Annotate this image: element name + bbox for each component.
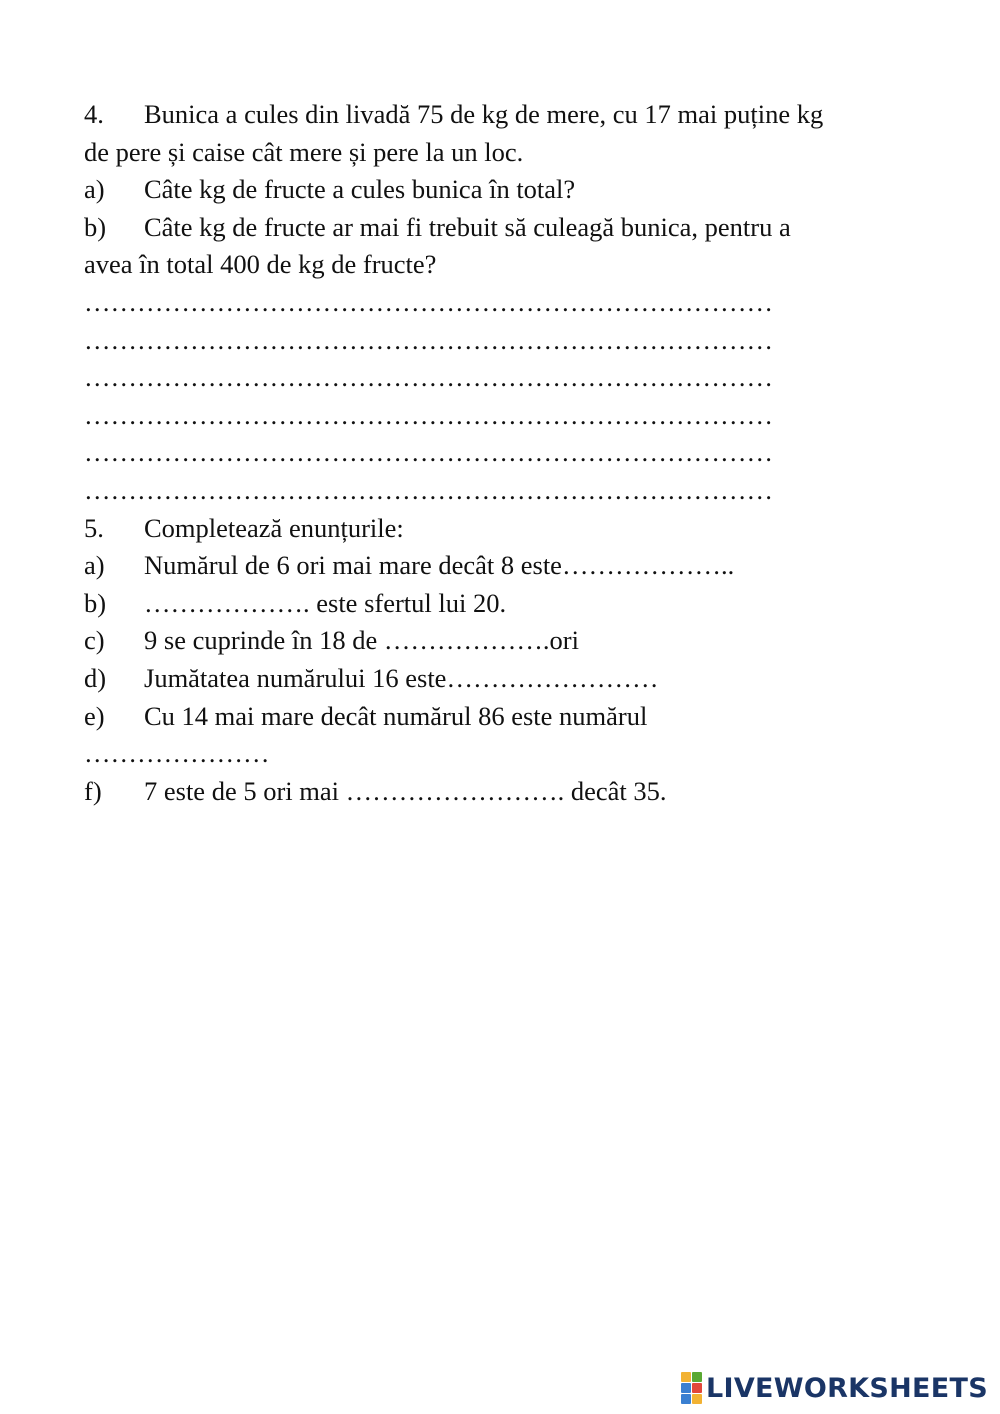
logo-tile: [692, 1383, 702, 1393]
item-text: Numărul de 6 ori mai mare decât 8 este………………..: [144, 550, 735, 581]
answer-line[interactable]: [84, 359, 934, 397]
question-b-text-2: avea în total 400 de kg de fructe?: [84, 249, 437, 280]
fill-item-d[interactable]: [84, 660, 934, 698]
item-text: Cu 14 mai mare decât numărul 86 este numărul: [144, 700, 648, 731]
fill-item-a[interactable]: [84, 547, 934, 585]
problem4-text-2: de pere și caise cât mere și pere la un loc.: [84, 136, 524, 167]
item-text: 9 se cuprinde în 18 de ……………….ori: [144, 625, 579, 656]
answer-dots: ……………………………………………………………………: [84, 399, 773, 430]
problem4-text-1: Bunica a cules din livadă 75 de kg de mere, cu 17 mai puține kg: [144, 99, 824, 129]
item-label: b): [84, 587, 107, 618]
item-text: …………………: [84, 738, 270, 769]
logo-tile: [692, 1372, 702, 1382]
logo-tile: [681, 1394, 691, 1404]
fill-item-e: [84, 698, 934, 736]
answer-dots: ……………………………………………………………………: [84, 474, 773, 505]
question-a-label: a): [84, 174, 105, 205]
answer-line[interactable]: [84, 434, 934, 472]
fill-item-b[interactable]: [84, 585, 934, 623]
item-label: d): [84, 662, 107, 693]
logo-tile: [692, 1394, 702, 1404]
item-label: e): [84, 700, 105, 731]
answer-dots: ……………………………………………………………………: [84, 437, 773, 468]
logo-tile: [681, 1372, 691, 1382]
logo-mark-icon: [681, 1372, 702, 1404]
logo-tile: [681, 1383, 691, 1393]
answer-dots: ……………………………………………………………………: [84, 324, 773, 355]
answer-line[interactable]: [84, 397, 934, 435]
problem4-question-b: [84, 209, 934, 247]
item-text: ………………. este sfertul lui 20.: [144, 587, 507, 618]
answer-line[interactable]: [84, 472, 934, 510]
answer-line[interactable]: [84, 322, 934, 360]
answer-dots: ……………………………………………………………………: [84, 286, 773, 317]
fill-item-f[interactable]: [84, 773, 934, 811]
item-label: f): [84, 775, 102, 806]
fill-item-c[interactable]: [84, 622, 934, 660]
question-b-text-1: Câte kg de fructe ar mai fi trebuit să culeagă bunica, pentru a: [144, 211, 791, 242]
problem5-title-line: [84, 510, 934, 548]
item-label: a): [84, 550, 105, 581]
question-b-label: b): [84, 211, 107, 242]
worksheet-page: [84, 96, 934, 810]
problem4-question-b-cont: [84, 246, 934, 284]
item-label: c): [84, 625, 105, 656]
problem5-title: Completează enunțurile:: [144, 512, 404, 543]
problem4-line1: [84, 96, 934, 134]
liveworksheets-logo: [681, 1372, 988, 1404]
answer-line[interactable]: [84, 284, 934, 322]
answer-dots: ……………………………………………………………………: [84, 362, 773, 393]
fill-item-e-blank[interactable]: [84, 735, 934, 773]
logo-text: LIVEWORKSHEETS: [705, 1372, 988, 1404]
item-text: Jumătatea numărului 16 este……………………: [144, 662, 659, 693]
item-text: 7 este de 5 ori mai ……………………. decât 35.: [144, 775, 667, 806]
question-a-text: Câte kg de fructe a cules bunica în total?: [144, 174, 576, 205]
problem5-number: 5.: [84, 512, 104, 543]
problem4-number: 4.: [84, 99, 104, 129]
problem4-question-a: [84, 171, 934, 209]
problem4-line2: [84, 134, 934, 172]
